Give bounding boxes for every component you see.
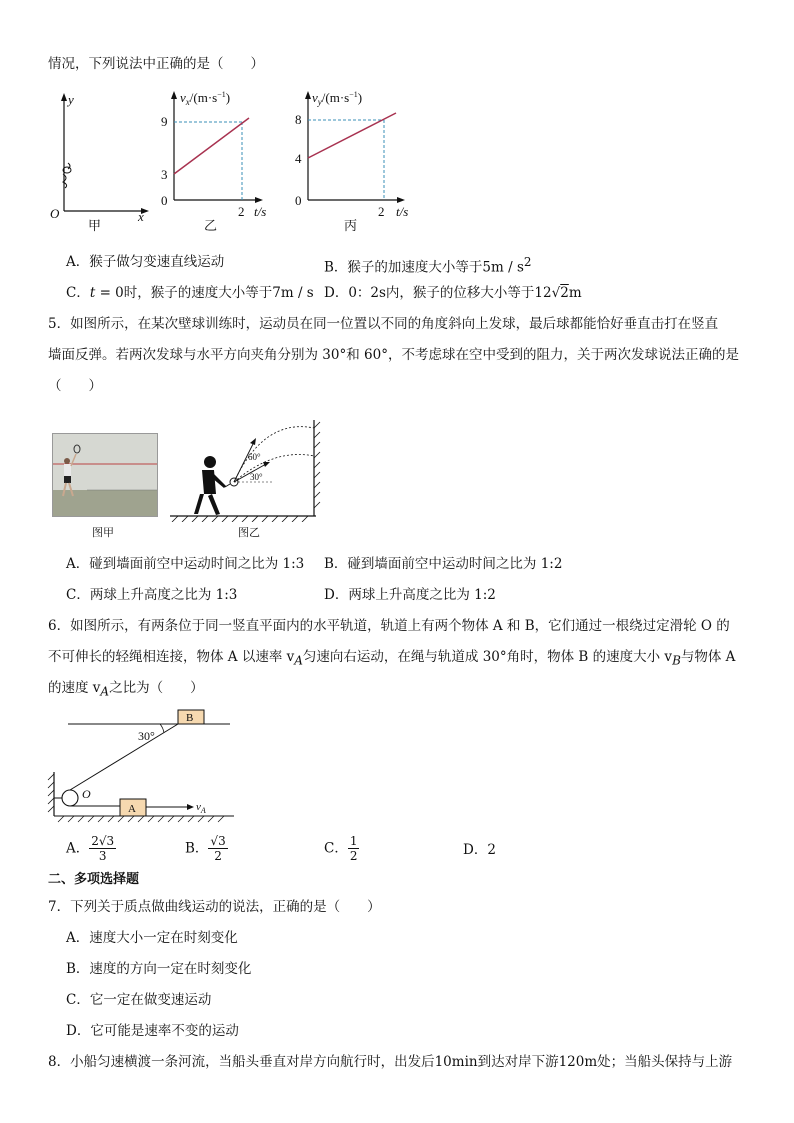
angle-30-label: 30° [138, 729, 155, 743]
graph-jia [48, 88, 158, 233]
q6-stem-line1: 6．如图所示，有两条位于同一竖直平面内的水平轨道，轨道上有两个物体 A 和 B，它们通过一根绕过定滑轮 O 的 [48, 618, 730, 634]
block-a-label: A [128, 803, 136, 815]
squash-photo [52, 433, 158, 517]
block-b-label: B [186, 712, 194, 724]
graph-bing [292, 88, 422, 233]
graph-bing-caption: 丙 [344, 218, 358, 233]
q8-stem-line1: 8．小船匀速横渡一条河流，当船头垂直对岸方向航行时，出发后10min到达对岸下游120m处；当船头保持与上游 [48, 1054, 733, 1070]
svg-text:vA: $v_A$ [196, 801, 206, 815]
q7-stem: 7．下列关于质点做曲线运动的说法，正确的是（ ） [48, 899, 381, 915]
graph-jia-y-label: y [68, 92, 74, 107]
q5-option-b: B．碰到墙面前空中运动时间之比为 1:2 [324, 556, 563, 572]
q5-option-a: A．碰到墙面前空中运动时间之比为 1:3 [66, 556, 305, 572]
q7-option-c: C．它一定在做变速运动 [66, 992, 212, 1008]
svg-text:8: 8 [295, 112, 302, 127]
graph-bing-line [308, 113, 396, 158]
fig-yi-caption: 图乙 [238, 526, 260, 539]
q4-option-a: A．猴子做匀变速直线运动 [66, 254, 225, 270]
graph-yi-caption: 乙 [204, 218, 218, 233]
q7-option-b: B．速度的方向一定在时刻变化 [66, 961, 252, 977]
svg-text:t/s: t/s [396, 204, 409, 219]
q6-option-b: B． $\frac{√3}{2}$ [185, 834, 226, 863]
q5-stem-line3: （ ） [48, 378, 102, 394]
graph-jia-x-label: x [138, 209, 144, 224]
graph-yi [158, 88, 278, 233]
q4-option-c: C．t = 0时，猴子的速度大小等于7m / s [66, 285, 314, 301]
q7-option-d: D．它可能是速率不变的运动 [66, 1023, 239, 1039]
fig-jia-caption: 图甲 [92, 526, 114, 539]
svg-text:0: 0 [161, 193, 168, 208]
q4-option-d: D．0：2s内，猴子的位移大小等于12√2m [324, 285, 582, 301]
q4-option-b: B．猴子的加速度大小等于$5m / s^2$ [324, 255, 532, 276]
angle-30: 30° [250, 472, 263, 482]
q6-stem-line3: 的速度 $v_A$之比为（ ） [48, 680, 204, 699]
svg-text:vy/(m·s−1): $v_y/(m\cdot s^{-1})$ [312, 90, 363, 107]
svg-text:t/s: t/s [254, 204, 267, 219]
svg-text:2: 2 [238, 204, 245, 219]
q4-stem: 情况，下列说法中正确的是（ ） [48, 56, 264, 72]
q6-option-a: A． $\frac{2√3}{3}$ [66, 834, 115, 863]
q7-option-a: A．速度大小一定在时刻变化 [66, 930, 238, 946]
svg-text:vx/(m·s−1): $v_x/(m\cdot s^{-1})$ [180, 90, 231, 107]
svg-text:3: 3 [161, 167, 168, 182]
pulley-o-label: O [82, 787, 91, 801]
squash-diagram [164, 418, 324, 522]
q5-option-c: C．两球上升高度之比为 1:3 [66, 587, 238, 603]
angle-60: 60° [248, 452, 261, 462]
q5-stem-line2: 墙面反弹。若两次发球与水平方向夹角分别为 30°和 60°，不考虑球在空中受到的阻力，关于两次发球说法正确的是 [48, 347, 739, 363]
svg-text:2: 2 [378, 204, 385, 219]
svg-text:4: 4 [295, 151, 302, 166]
svg-text:0: 0 [295, 193, 302, 208]
q6-option-c: C． $\frac{1}{2}$ [324, 834, 358, 863]
graph-jia-caption: 甲 [88, 218, 102, 233]
graph-yi-line [174, 118, 249, 174]
svg-text:9: 9 [161, 114, 168, 129]
q5-stem-line1: 5．如图所示，在某次壁球训练时，运动员在同一位置以不同的角度斜向上发球，最后球都能恰好垂直击打在竖直 [48, 316, 719, 332]
q5-option-d: D．两球上升高度之比为 1:2 [324, 587, 496, 603]
pulley-diagram [44, 706, 244, 824]
player-silhouette [194, 456, 226, 515]
q6-stem-line2: 不可伸长的轻绳相连接，物体 A 以速率 $v_A$匀速向右运动，在绳与轨道成 30°角时，物体 B 的速度大小 $v_B$与物体 A [48, 649, 736, 668]
q6-option-d: D．2 [463, 842, 496, 858]
section-heading: 二、多项选择题 [48, 872, 140, 887]
graph-jia-origin: O [50, 206, 60, 221]
